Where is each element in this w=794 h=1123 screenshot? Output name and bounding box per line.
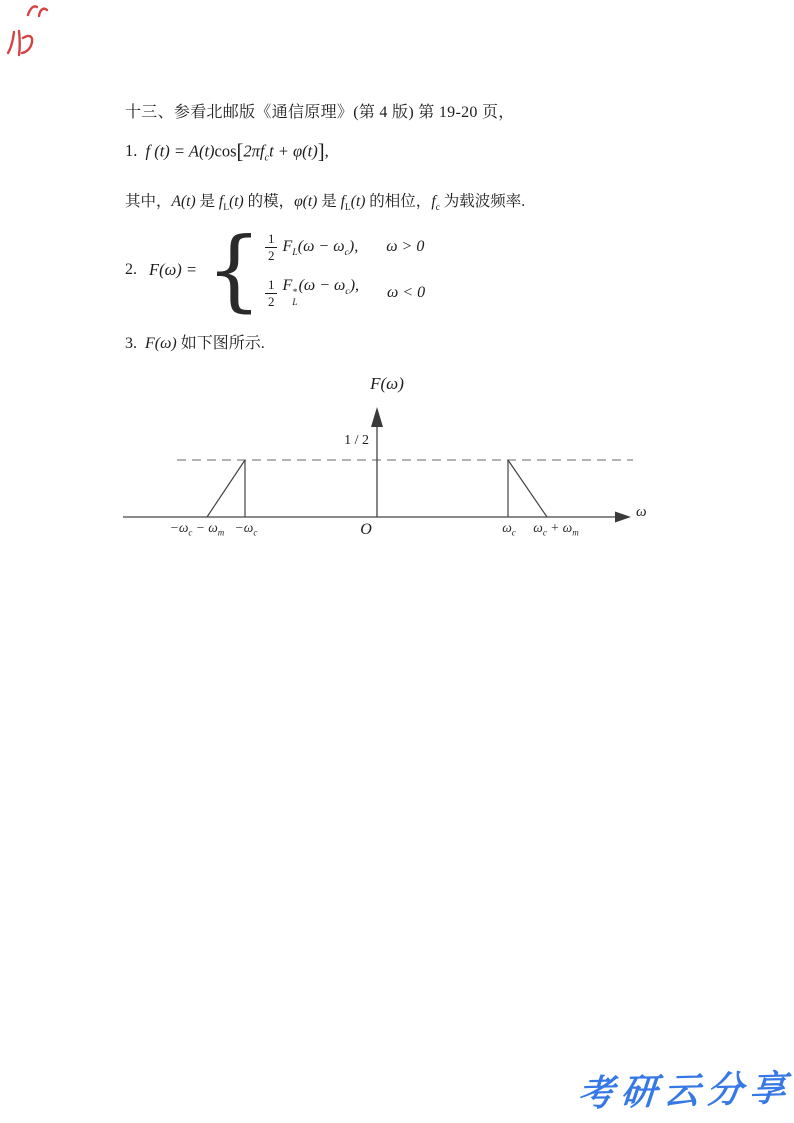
equation-2-lhs: F(ω) =: [149, 260, 197, 279]
math-part: φ(t): [294, 193, 318, 210]
item-3-text: 如下图所示.: [176, 335, 265, 352]
origin-label: O: [360, 521, 372, 538]
argument: (ω − ω: [297, 238, 345, 255]
left-bracket: [: [236, 141, 244, 163]
math-part: (t): [229, 193, 244, 210]
sup-sub-stack: [292, 289, 297, 309]
F-symbol: F: [282, 277, 293, 295]
tick-part: ω: [502, 520, 512, 535]
fraction-numerator: 1: [265, 231, 278, 248]
half-level-label: 1 / 2: [344, 433, 369, 448]
superscript-star: *: [292, 288, 298, 299]
diagram-title: F(ω): [370, 374, 404, 393]
text-part: 是: [195, 193, 219, 210]
red-ink-mark-left: [8, 31, 32, 55]
equation-1: [125, 141, 329, 164]
tick-sub: c: [253, 527, 258, 538]
section-heading: 十三、参看北邮版《通信原理》(第 4 版) 第 19-20 页，: [125, 104, 515, 121]
tick-sub: m: [217, 527, 225, 538]
equation-1-number: 1.: [125, 141, 138, 161]
tick-part: ω: [533, 520, 543, 535]
fraction-one-half: [265, 231, 278, 263]
argument-close: ),: [348, 238, 359, 255]
text-part: 是: [317, 193, 341, 210]
axis-arrow-up: [371, 407, 383, 427]
text-part: 的模，: [243, 193, 295, 210]
equation-2-number: 2.: [125, 261, 137, 278]
fraction-numerator: 1: [265, 277, 278, 294]
case-expression: [282, 238, 359, 259]
tick-sub: c: [511, 527, 516, 538]
watermark-text: 考研云分享: [576, 1068, 794, 1114]
subscript-L: L: [292, 298, 298, 308]
explanation-line: [125, 189, 526, 214]
math-part: (t): [350, 193, 366, 210]
item-3-number: 3.: [125, 335, 137, 352]
case-condition: ω < 0: [387, 284, 426, 301]
axis-arrow-right: [615, 512, 631, 523]
equation-1-term: t + φ(t): [269, 141, 318, 161]
math-part: f: [431, 193, 436, 210]
argument: (ω − ω: [298, 277, 346, 295]
equation-1-term: f (t) = A(t): [145, 141, 215, 161]
case-expression: [282, 277, 359, 309]
argument-close: ),: [349, 277, 360, 295]
fraction-denominator: 2: [267, 247, 275, 263]
equation-2-cases: [265, 227, 425, 313]
left-sideband-slope: [207, 460, 245, 517]
red-ink-mark-top: [28, 6, 47, 16]
tick-label-neg-wc: [235, 520, 258, 536]
item-3: [125, 330, 265, 353]
subscript-c: c: [264, 152, 270, 164]
cos-operator: cos: [214, 141, 237, 161]
tick-label-wc-plus-wm: [533, 520, 578, 536]
eq2-case-2: [265, 273, 425, 313]
eq2-case-1: [265, 227, 425, 267]
right-sideband-slope: [508, 460, 547, 517]
F-symbol: F: [282, 238, 293, 255]
item-3-math: F(ω): [145, 335, 177, 352]
subscript-L: L: [223, 202, 230, 214]
tick-label-wc: [502, 520, 516, 536]
tick-label-neg-wc-wm: [170, 520, 225, 536]
comma: ,: [324, 141, 329, 161]
tick-sub: c: [188, 527, 193, 538]
tick-part: −ω: [234, 520, 254, 535]
tick-sub: m: [572, 527, 579, 538]
case-condition: ω > 0: [386, 238, 425, 255]
red-ink-marks: [2, 0, 62, 62]
fraction-denominator: 2: [267, 293, 275, 309]
text-part: 的相位，: [365, 193, 432, 210]
tick-sub: c: [542, 527, 547, 538]
subscript-c: c: [345, 286, 350, 298]
math-part: f: [340, 193, 345, 210]
curly-brace: {: [205, 218, 262, 321]
spectrum-diagram: [115, 372, 660, 552]
tick-part: −ω: [169, 520, 189, 535]
equation-2: [125, 218, 426, 321]
tick-part: + ω: [546, 520, 573, 535]
text-part: 为载波频率.: [439, 193, 526, 210]
fraction-one-half: [265, 277, 278, 309]
math-part: A(t): [171, 193, 196, 210]
math-part: f: [218, 193, 224, 210]
right-bracket: ]: [317, 141, 325, 163]
subscript-L: L: [292, 247, 298, 259]
text-part: 其中，: [125, 193, 172, 210]
subscript-L: L: [344, 202, 351, 214]
omega-axis-label: ω: [636, 504, 647, 520]
equation-1-term: 2πf: [243, 141, 265, 161]
subscript-c: c: [344, 247, 349, 259]
tick-part: − ω: [192, 520, 218, 535]
subscript-c: c: [435, 202, 440, 214]
